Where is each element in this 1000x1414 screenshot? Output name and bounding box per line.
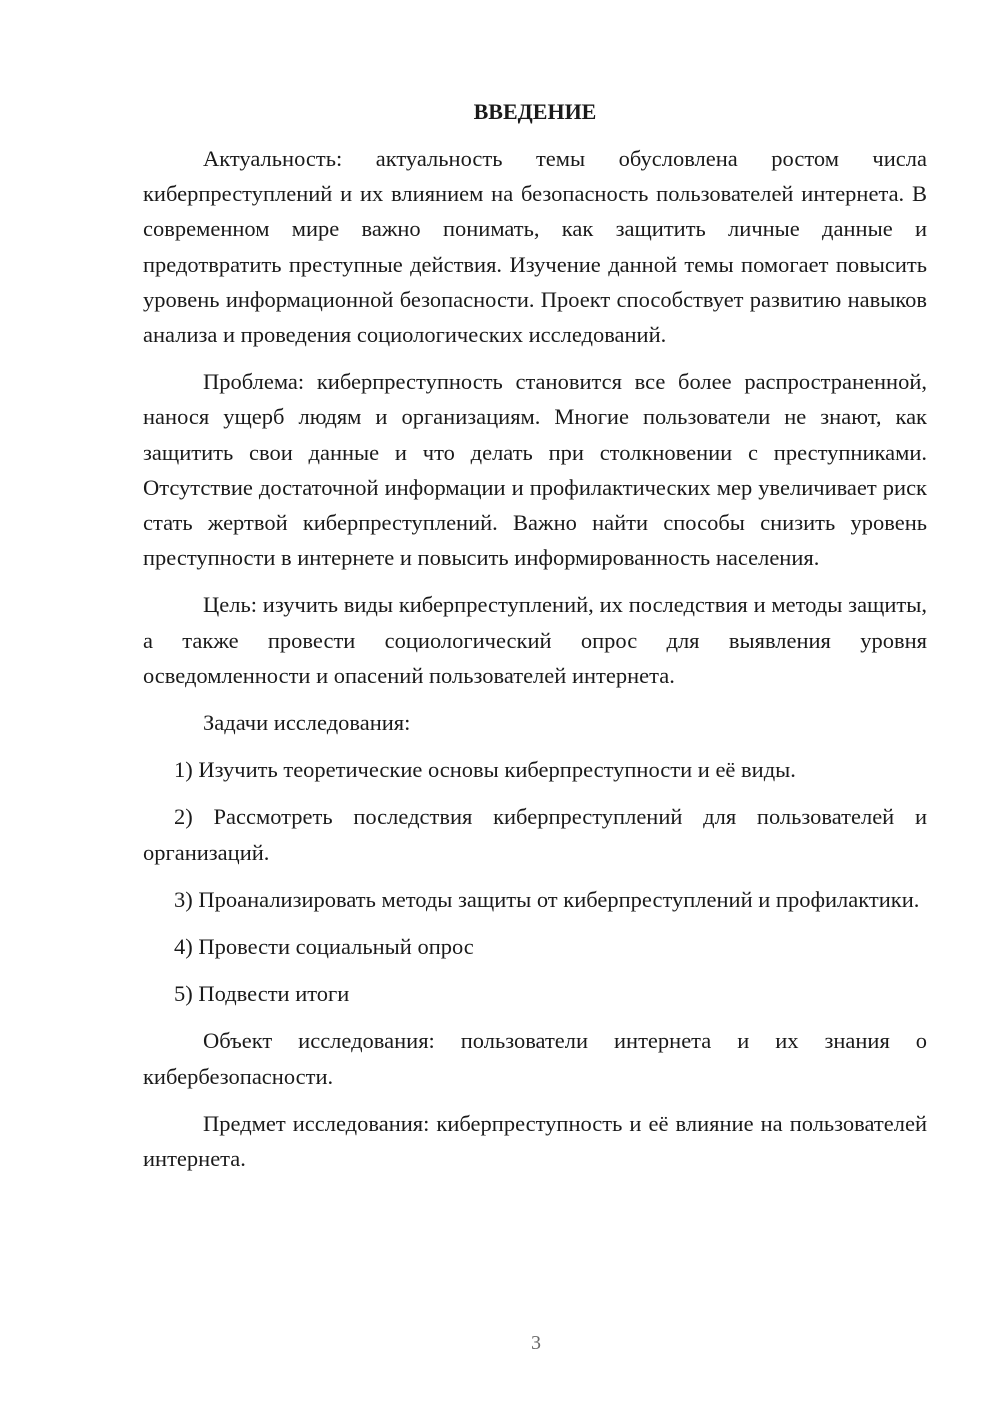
object-paragraph: Объект исследования: пользователи интернета и их знания о кибербезопасности. [143, 1028, 927, 1089]
task-item-4: 4) Провести социальный опрос [174, 934, 474, 960]
goal-paragraph: Цель: изучить виды киберпреступлений, их последствия и методы защиты, а также провести социологический опрос для выявления уровня осведомленности и опасений пользователей интернета. [143, 592, 927, 688]
task-item-1: 1) Изучить теоретические основы киберпреступности и её виды. [174, 757, 796, 783]
page-content [143, 94, 927, 1188]
page-number: 3 [531, 1332, 541, 1354]
tasks-heading: Задачи исследования: [203, 710, 411, 736]
subject-paragraph: Предмет исследования: киберпреступность и её влияние на пользователей интернета. [143, 1110, 927, 1172]
relevance-paragraph: Актуальность: актуальность темы обусловлена ростом числа киберпреступлений и их влиянием на безопасность пользователей интернета. В современном мире важно понимать, как защитить личные данные и предотвратить преступные действия. Изучение данной темы помогает повысить уровень информационной безопасности. Проект способствует развитию навыков анализа и проведения социологических исследований. [143, 146, 927, 348]
task-item-5: 5) Подвести итоги [174, 981, 350, 1007]
page-title: ВВЕДЕНИЕ [473, 99, 597, 124]
task-item-2: 2) Рассмотреть последствия киберпреступлений для пользователей и организаций. [143, 804, 927, 865]
task-item-3: 3) Проанализировать методы защиты от киберпреступлений и профилактики. [174, 886, 920, 912]
problem-paragraph: Проблема: киберпреступность становится все более распространенной, нанося ущерб людям и организациям. Многие пользователи не знают, как защитить свои данные и что делать при столкновении с преступниками. Отсутствие достаточной информации и профилактических мер увеличивает риск стать жертвой киберпреступлений. Важно найти способы снизить уровень преступности в интернете и повысить информированность населения. [143, 369, 927, 571]
